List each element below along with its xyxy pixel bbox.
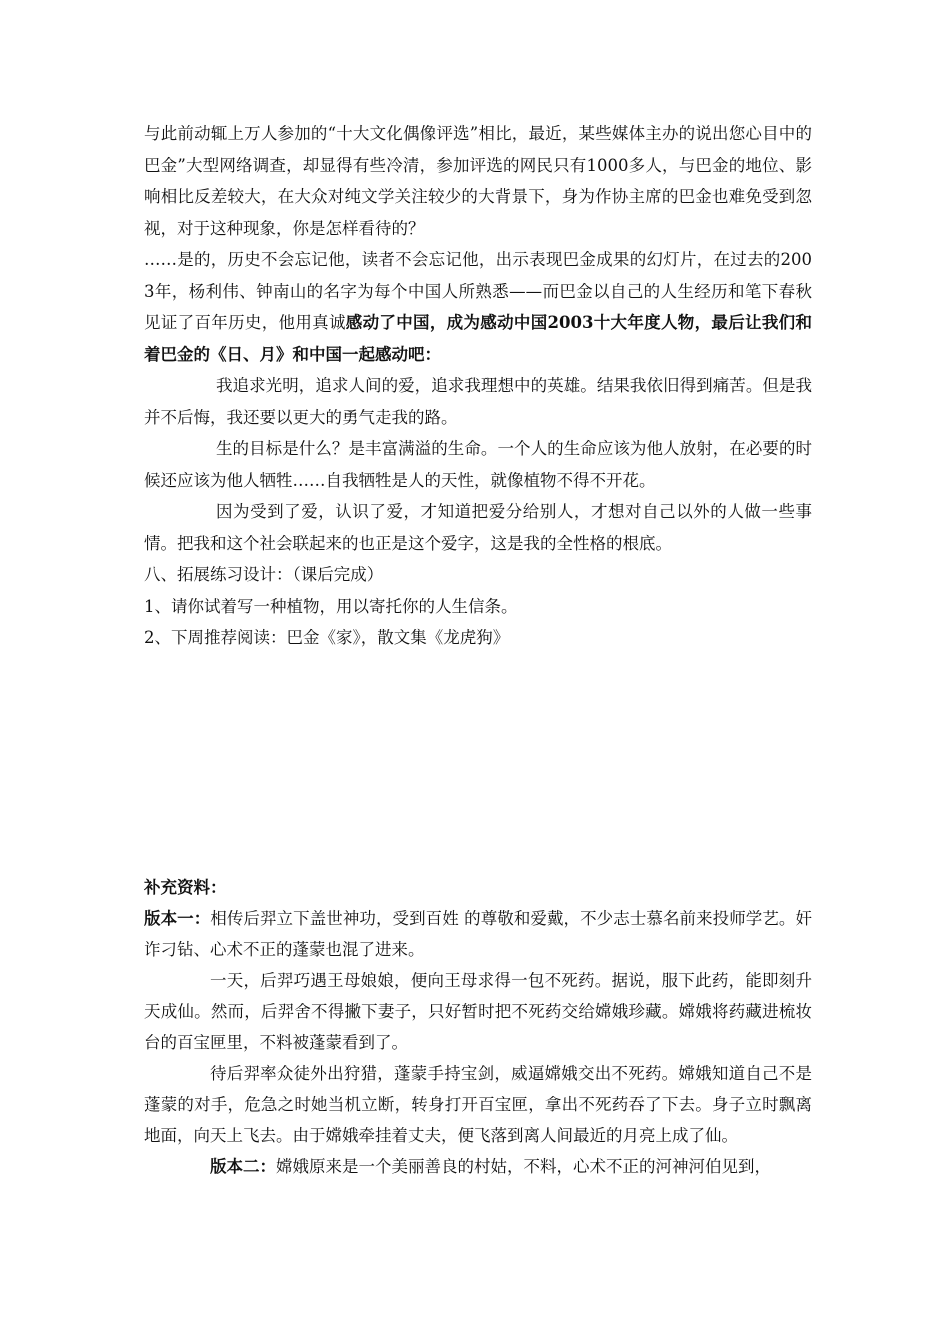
story-text: 待后羿率众徒外出狩猎，蓬蒙手持宝剑，威逼嫦娥交出不死药。嫦娥知道自己不是蓬蒙的对手，危急之时她当机立断，转身打开百宝匣，拿出不死药吞了下去。身子立时飘离地面，向天上飞去。由于嫦娥牵挂着丈夫，便飞落到离人间最近的月亮上成了仙。 bbox=[144, 1063, 812, 1145]
quote-text: 因为受到了爱，认识了爱，才知道把爱分给别人，才想对自己以外的人做一些事情。把我和这个社会联起来的也正是这个爱字，这是我的全性格的根底。 bbox=[144, 502, 812, 553]
exercise-text: 1、请你试着写一种植物，用以寄托你的人生信条。 bbox=[144, 596, 518, 616]
supplement-heading bbox=[144, 872, 812, 903]
quote-paragraph-3 bbox=[144, 496, 812, 559]
answer-paragraph bbox=[144, 244, 812, 370]
version1-text: 相传后羿立下盖世神功，受到百姓 的尊敬和爱戴，不少志士慕名前来投师学艺。奸诈刁钻、心术不正的蓬蒙也混了进来。 bbox=[144, 908, 813, 959]
exercise-item-1 bbox=[144, 591, 812, 623]
supplement-heading-text: 补充资料： bbox=[144, 877, 227, 897]
quote-text: 我追求光明，追求人间的爱，追求我理想中的英雄。结果我依旧得到痛苦。但是我并不后悔，我还要以更大的勇气走我的路。 bbox=[144, 376, 812, 427]
quote-text: 生的目标是什么？是丰富满溢的生命。一个人的生命应该为他人放射，在必要的时候还应该为他人牺牲……自我牺牲是人的天性，就像植物不得不开花。 bbox=[144, 439, 812, 490]
exercise-heading-text: 八、拓展练习设计：（课后完成） bbox=[144, 565, 384, 584]
story-paragraph-2 bbox=[144, 1058, 812, 1151]
version2-text: 嫦娥原来是一个美丽善良的村姑，不料，心术不正的河神河伯见到， bbox=[276, 1156, 771, 1176]
exercise-item-2 bbox=[144, 622, 812, 654]
quote-paragraph-2 bbox=[144, 433, 812, 496]
document-body bbox=[144, 118, 812, 1182]
answer-bold-text: 感动了中国，成为感动中国2003十大年度人物，最后让我们和着巴金的《日、月》和中国一起感动吧： bbox=[144, 313, 812, 364]
version1-paragraph bbox=[144, 903, 812, 965]
blank-space bbox=[144, 654, 812, 872]
version1-label: 版本一： bbox=[144, 908, 211, 928]
intro-paragraph bbox=[144, 118, 812, 244]
version2-label: 版本二： bbox=[210, 1156, 276, 1176]
story-paragraph-1 bbox=[144, 965, 812, 1058]
exercise-heading bbox=[144, 559, 812, 591]
version2-paragraph bbox=[144, 1151, 812, 1182]
quote-paragraph-1 bbox=[144, 370, 812, 433]
intro-text: 与此前动辄上万人参加的“十大文化偶像评选”相比，最近，某些媒体主办的说出您心目中的巴金”大型网络调查，却显得有些冷清，参加评选的网民只有1000多人，与巴金的地位、影响相比反差较大，在大众对纯文学关注较少的大背景下，身为作协主席的巴金也难免受到忽视，对于这种现象，你是怎样看待的？ bbox=[144, 124, 812, 238]
story-text: 一天，后羿巧遇王母娘娘，便向王母求得一包不死药。据说，服下此药，能即刻升天成仙。然而，后羿舍不得撇下妻子，只好暂时把不死药交给嫦娥珍藏。嫦娥将药藏进梳妆台的百宝匣里，不料被蓬蒙看到了。 bbox=[144, 970, 812, 1052]
exercise-text: 2、下周推荐阅读：巴金《家》，散文集《龙虎狗》 bbox=[144, 628, 510, 647]
answer-text: ……是的，历史不会忘记他，读者不会忘记他，出示表现巴金成果的幻灯片，在过去的2003年，杨利伟、钟南山的名字为每个中国人所熟悉——而巴金以自己的人生经历和笔下春秋见证了百年历史，他用真诚 bbox=[144, 250, 812, 332]
